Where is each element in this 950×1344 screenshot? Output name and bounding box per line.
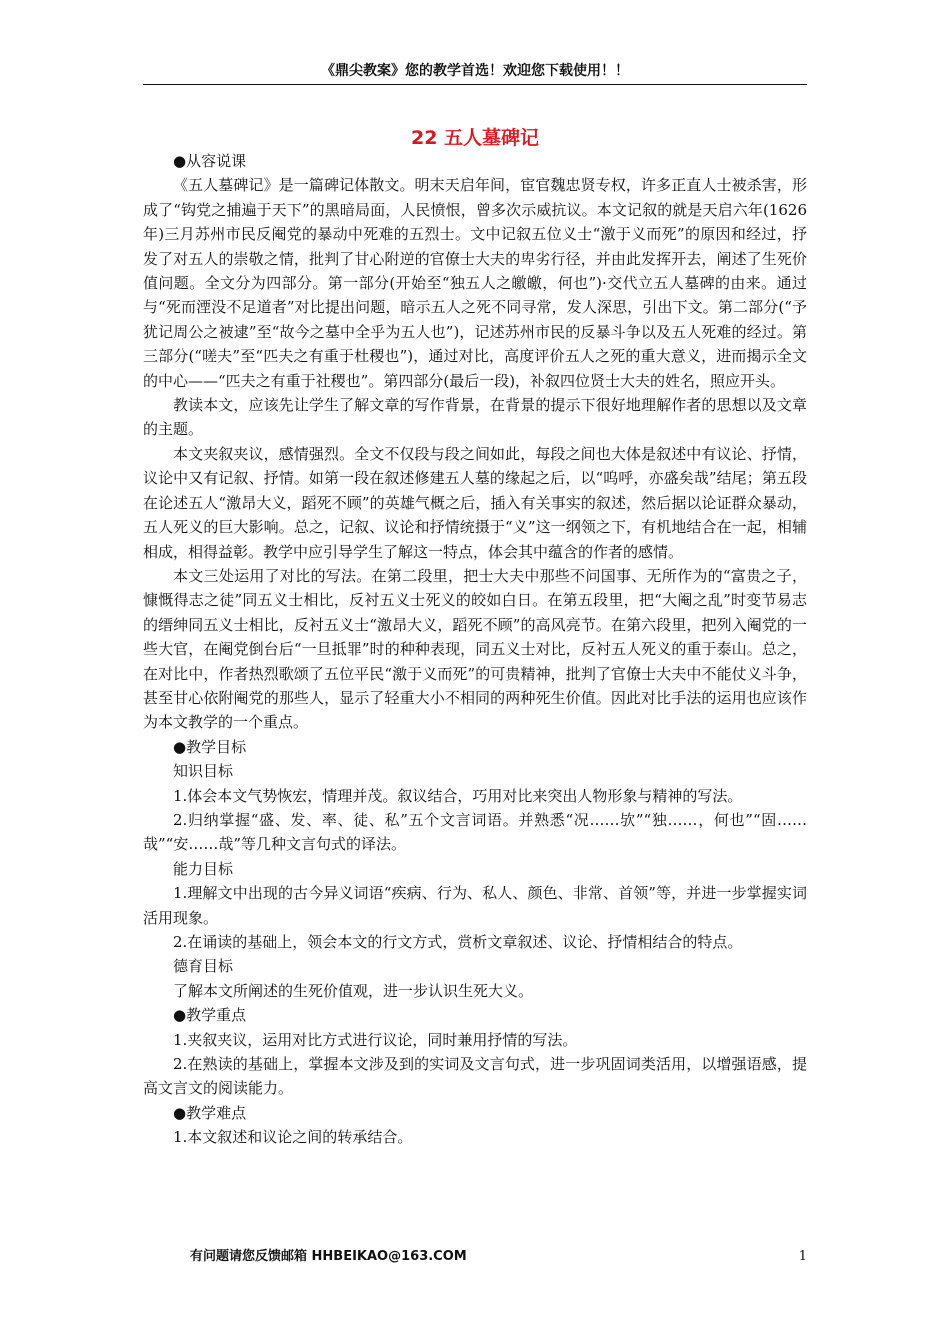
subheading-ability: 能力目标 (173, 859, 234, 878)
list-item: 1.体会本文气势恢宏，情理并茂。叙议结合，巧用对比来突出人物形象与精神的写法。 (173, 786, 743, 805)
page-header: 《鼎尖教案》您的教学首选！欢迎您下载使用！！ (321, 63, 629, 79)
header-divider (143, 84, 807, 85)
subheading-knowledge: 知识目标 (173, 762, 234, 781)
intro-paragraph: 《五人墓碑记》是一篇碑记体散文。明末天启年间，宦官魏忠贤专权，许多正直人士被杀害，形成了“钩党之捕遍于天下”的黑暗局面，人民愤恨，曾多次示威抗议。本文记叙的就是天启六年(1626年)三月苏州市民反阉党的暴动中死难的五烈士。文中记叙五位义士“激于义而死”的原因和经过，抒发了对五人的崇敬之情，批判了甘心附逆的官僚士大夫的卑劣行径，并由此发挥开去，阐述了生死价值问题。全文分为四部分。第一部分(开始至“独五人之皦皦，何也”)·交代立五人墓碑的由来。通过与“死而湮没不足道者”对比提出问题，暗示五人之死不同寻常，发人深思，引出下文。第二部分(“予犹记周公之被逮”至“故今之墓中全乎为五人也”)，记述苏州市民的反暴斗争以及五人死难的经过。第三部分(“嗟夫”至“匹夫之有重于杜稷也”)，通过对比，高度评价五人之死的重大意义，进而揭示全文的中心——“匹夫之有重于社稷也”。第四部分(最后一段)，补叙四位贤士大夫的姓名，照应开头。 (143, 176, 807, 390)
bullet-icon: ● (173, 1103, 187, 1122)
list-item: 2.在熟读的基础上，掌握本文涉及到的实词及文言句式，进一步巩固词类活用，以增强语感，提高文言文的阅读能力。 (143, 1055, 807, 1098)
list-item: 1.理解文中出现的古今异义词语“疾病、行为、私人、颜色、非常、首领”等，并进一步掌握实词活用现象。 (143, 884, 807, 927)
intro-paragraph: 教读本文，应该先让学生了解文章的写作背景，在背景的提示下很好地理解作者的思想以及文章的主题。 (143, 396, 807, 439)
lesson-title: 22 五人墓碑记 (410, 127, 540, 149)
subheading-moral: 德育目标 (173, 957, 234, 976)
intro-paragraph: 本文夹叙夹议，感情强烈。全文不仅段与段之间如此，每段之间也大体是叙述中有议论、抒情，议论中又有记叙、抒情。如第一段在叙述修建五人墓的缘起之后，以“呜呼，亦盛矣哉”结尾；第五段在论述五人“激昂大义，蹈死不顾”的英雄气概之后，插入有关事实的叙述，然后据以论证群众暴动，五人死义的巨大影响。总之，记叙、议论和抒情统摄于“义”这一纲领之下，有机地结合在一起，相辅相成，相得益彰。教学中应引导学生了解这一特点，体会其中蕴含的作者的感情。 (143, 444, 807, 561)
section-heading-intro: ●从容说课 (173, 152, 247, 170)
list-item: 了解本文所阐述的生死价值观，进一步认识生死大义。 (173, 981, 534, 1000)
document-body (143, 149, 807, 1150)
bullet-icon: ● (173, 1006, 187, 1025)
list-item: 2.在诵读的基础上，领会本文的行文方式，赏析文章叙述、议论、抒情相结合的特点。 (173, 933, 743, 951)
section-heading-key-points: ●教学重点 (173, 1006, 247, 1025)
section-heading-difficulties: ●教学难点 (173, 1103, 247, 1122)
list-item: 2.归纳掌握“盛、发、率、徒、私”五个文言词语。并熟悉“况……欤”“独……，何也”“固……哉”“安……哉”等几种文言句式的译法。 (143, 810, 807, 854)
bullet-icon: ● (173, 152, 187, 170)
list-item: 1.夹叙夹议，运用对比方式进行议论，同时兼用抒情的写法。 (173, 1030, 578, 1049)
page-footer: 有问题请您反馈邮箱 HHBEIKAO@163.COM (190, 1249, 467, 1264)
page-number: 1 (798, 1249, 807, 1264)
bullet-icon: ● (173, 737, 187, 756)
section-heading-goals: ●教学目标 (173, 737, 247, 756)
intro-paragraph: 本文三处运用了对比的写法。在第二段里，把士大夫中那些不问国事、无所作为的“富贵之子，慷慨得志之徒”同五义士相比，反衬五义士死义的皎如白日。在第五段里，把“大阉之乱”时变节易志的缙绅同五义士相比，反衬五义士“激昂大义，蹈死不顾”的高风亮节。在第六段里，把列入阉党的一些大官，在阉党倒台后“一旦抵罪”时的种种表现，同五义士对比，反衬五人死义的重于泰山。总之，在对比中，作者热烈歌颂了五位平民“激于义而死”的可贵精神，批判了官僚士大夫中不能仗义斗争，甚至甘心依附阉党的那些人，显示了轻重大小不相同的两种死生价值。因此对比手法的运用也应该作为本文教学的一个重点。 (143, 566, 807, 732)
list-item: 1.本文叙述和议论之间的转承结合。 (173, 1128, 413, 1147)
